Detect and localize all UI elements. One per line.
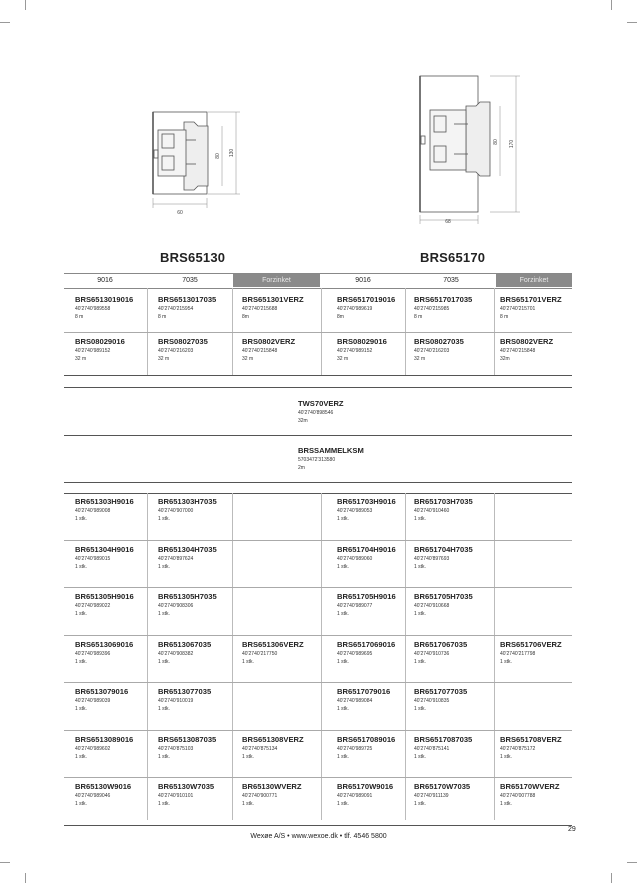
table-cell (158, 782, 240, 808)
table-cell (337, 640, 419, 666)
column-header: 7035 (443, 277, 459, 284)
part-number: BRS6517017035 (414, 295, 473, 304)
part-number: BR6517077035 (414, 687, 468, 696)
quantity: 1 stk. (158, 563, 170, 570)
ean-code: 40'2740'989695 (337, 650, 373, 657)
part-number: BRS651706VERZ (500, 639, 562, 649)
part-number: BRSSAMMELKSM (298, 446, 364, 455)
quantity: 8 m (75, 314, 84, 320)
divider (64, 482, 572, 483)
table-cell (75, 640, 157, 666)
divider (64, 493, 572, 494)
table-cell (414, 640, 496, 666)
footer-company: Wexøe A/S • www.wexoe.dk • tlf. 4546 5800 (250, 833, 387, 840)
part-number: BR65130W7035 (158, 782, 215, 791)
ean-code: 40'2740'910835 (414, 698, 450, 704)
ean-code: 40'2740'910101 (158, 793, 194, 799)
table-cell (500, 337, 582, 363)
quantity: 1 stk. (337, 611, 349, 617)
ean-code: 40'2740'989725 (337, 745, 373, 752)
ean-code: 5703472'313580 (298, 457, 336, 463)
quantity: 32 m (414, 356, 426, 362)
quantity: 1 stk. (337, 658, 349, 665)
part-number: BRS651701VERZ (500, 295, 562, 304)
quantity: 1 stk. (414, 611, 426, 617)
table-cell (75, 592, 157, 618)
quantity: 1 stk. (337, 753, 349, 760)
crop-mark (627, 862, 637, 863)
table-cell (337, 545, 419, 571)
ean-code: 40'2740'216203 (414, 348, 450, 354)
part-number: BR65130WVERZ (242, 782, 302, 791)
drawing-brs65130 (140, 100, 260, 225)
part-number: BR65170W7035 (414, 782, 471, 791)
accessory-tws70verz (298, 399, 380, 425)
part-number: BR6513067035 (158, 639, 212, 649)
divider (64, 273, 572, 274)
divider (64, 288, 572, 289)
ean-code: 40'2740'215848 (242, 348, 278, 354)
table-cell (158, 735, 240, 761)
table-cell (75, 687, 157, 713)
ean-code: 40'2740'989558 (75, 306, 111, 312)
part-number: BRS08027035 (158, 337, 208, 346)
divider (64, 435, 572, 436)
ean-code: 40'2740'989053 (337, 508, 373, 514)
table-cell (242, 295, 324, 321)
crop-mark (0, 862, 10, 863)
table-cell (337, 782, 419, 808)
quantity: 8 m (414, 314, 423, 320)
part-number: BR651303H7035 (158, 497, 217, 506)
drawing-brs65170 (408, 66, 528, 226)
quantity: 1 stk. (158, 611, 170, 617)
ean-code: 40'2740'875134 (242, 745, 278, 752)
part-number: BRS0802VERZ (500, 337, 554, 346)
part-number: BR6517067035 (414, 639, 468, 649)
table-cell (414, 295, 496, 321)
quantity: 32 m (242, 356, 254, 362)
divider (64, 387, 572, 388)
table-cell (75, 545, 157, 571)
ean-code: 40'2740'900771 (242, 793, 278, 799)
table-cell (337, 592, 419, 618)
crop-mark (611, 0, 612, 10)
part-number: BR651704H9016 (337, 544, 396, 554)
ean-code: 40'2740'910668 (414, 603, 450, 609)
quantity: 1 stk. (158, 516, 170, 522)
divider (64, 777, 572, 778)
part-number: BR65170WVERZ (500, 782, 560, 791)
part-number: BR651703H9016 (337, 497, 396, 506)
table-cell (158, 640, 240, 666)
product-title-left: BRS65130 (160, 250, 226, 265)
table-cell (414, 782, 496, 808)
drawing-left-height-label: 130 (229, 148, 235, 158)
ean-code: 40'2740'989602 (75, 745, 111, 752)
ean-code: 40'2740'215701 (500, 306, 536, 312)
table-cell (414, 545, 496, 571)
part-number: BR651303H9016 (75, 497, 134, 506)
quantity: 32m (298, 418, 308, 424)
column-header: 7035 (182, 277, 198, 284)
table-cell (337, 687, 419, 713)
column-header: Forzinket (496, 274, 572, 287)
table-cell (75, 782, 157, 808)
ean-code: 40'2740'215848 (500, 348, 536, 354)
page-number: 29 (568, 826, 576, 833)
part-number: BR651705H7035 (414, 592, 473, 601)
table-cell (158, 337, 240, 363)
table-cell (337, 735, 419, 761)
quantity: 1 stk. (242, 658, 254, 665)
ean-code: 40'2740'217798 (500, 650, 536, 657)
column-header: 9016 (97, 277, 113, 284)
crop-mark (25, 0, 26, 10)
table-cell (75, 735, 157, 761)
drawing-right-inner-label: 80 (493, 139, 499, 145)
quantity: 1 stk. (337, 706, 349, 712)
drawing-right-height-label: 170 (509, 139, 515, 149)
part-number: BRS08029016 (75, 337, 125, 346)
ean-code: 40'2740'989022 (75, 603, 111, 609)
ean-code: 40'2740'989152 (75, 348, 111, 354)
part-number: BR651704H7035 (414, 544, 473, 554)
quantity: 1 stk. (75, 611, 87, 617)
product-title-right: BRS65170 (420, 250, 486, 265)
quantity: 1 stk. (75, 753, 87, 760)
ean-code: 40'2740'989091 (337, 793, 373, 799)
table-cell (75, 295, 157, 321)
table-cell (414, 735, 496, 761)
quantity: 1 stk. (414, 563, 426, 570)
part-number: TWS70VERZ (298, 399, 344, 408)
ean-code: 40'2740'989077 (337, 603, 373, 609)
ean-code: 40'2740'989015 (75, 555, 111, 562)
table-cell (414, 497, 496, 523)
quantity: 1 stk. (337, 801, 349, 807)
ean-code: 40'2740'215985 (414, 306, 450, 312)
quantity: 1 stk. (242, 801, 254, 807)
quantity: 2m (298, 465, 305, 471)
divider (64, 375, 572, 376)
part-number: BRS0802VERZ (242, 337, 296, 346)
quantity: 1 stk. (242, 753, 254, 760)
crop-mark (627, 22, 637, 23)
part-number: BRS6513069016 (75, 639, 134, 649)
quantity: 1 stk. (75, 658, 87, 665)
table-cell (158, 497, 240, 523)
table-cell (500, 782, 582, 808)
divider (64, 682, 572, 683)
table-cell (500, 735, 582, 761)
table-cell (337, 295, 419, 321)
part-number: BRS6517019016 (337, 295, 396, 304)
quantity: 1 stk. (500, 801, 512, 807)
column-header: 9016 (355, 277, 371, 284)
quantity: 1 stk. (414, 706, 426, 712)
ean-code: 40'2740'215954 (158, 306, 194, 312)
part-number: BRS6517087035 (414, 734, 473, 744)
quantity: 32 m (337, 356, 349, 362)
part-number: BRS651301VERZ (242, 295, 304, 304)
ean-code: 40'2740'910019 (158, 698, 194, 704)
part-number: BR6513077035 (158, 687, 212, 696)
crop-mark (0, 22, 10, 23)
drawing-left-width-label: 60 (177, 210, 183, 216)
quantity: 1 stk. (158, 658, 170, 665)
ean-code: 40'2740'907000 (158, 508, 194, 514)
quantity: 32 m (158, 356, 170, 362)
ean-code: 40'2740'875103 (158, 745, 194, 752)
part-number: BRS6513017035 (158, 295, 217, 304)
quantity: 1 stk. (75, 563, 87, 570)
quantity: 8m (337, 314, 344, 320)
part-number: BR651304H9016 (75, 544, 134, 554)
ean-code: 40'2740'989008 (75, 508, 111, 514)
ean-code: 40'2740'875141 (414, 745, 450, 752)
part-number: BRS6513087035 (158, 734, 217, 744)
divider (64, 587, 572, 588)
table-cell (500, 640, 582, 666)
table-cell (414, 337, 496, 363)
quantity: 1 stk. (75, 706, 87, 712)
quantity: 1 stk. (414, 753, 426, 760)
ean-code: 40'2740'910736 (414, 650, 450, 657)
quantity: 1 stk. (414, 516, 426, 522)
ean-code: 40'2740'908306 (158, 603, 194, 609)
part-number: BRS6513089016 (75, 734, 134, 744)
table-cell (414, 592, 496, 618)
ean-code: 40'2740'989152 (337, 348, 373, 354)
part-number: BR65130W9016 (75, 782, 132, 791)
ean-code: 40'2740'215688 (242, 306, 278, 312)
ean-code: 40'2740'897693 (414, 555, 450, 562)
ean-code: 40'2740'216203 (158, 348, 194, 354)
ean-code: 40'2740'989039 (75, 698, 111, 704)
accessory-brssammelksm (298, 446, 380, 472)
table-cell (75, 337, 157, 363)
quantity: 1 stk. (337, 563, 349, 570)
table-cell (337, 337, 419, 363)
part-number: BR651703H7035 (414, 497, 473, 506)
part-number: BRS6517069016 (337, 639, 396, 649)
divider (64, 540, 572, 541)
part-number: BR6517079016 (337, 687, 391, 696)
divider (64, 332, 572, 333)
table-cell (242, 640, 324, 666)
part-number: BR651705H9016 (337, 592, 396, 601)
crop-mark (25, 873, 26, 883)
table-cell (75, 497, 157, 523)
quantity: 1 stk. (337, 516, 349, 522)
drawing-left-inner-label: 80 (215, 153, 221, 159)
ean-code: 40'2740'217750 (242, 650, 278, 657)
ean-code: 40'2740'989060 (337, 555, 373, 562)
quantity: 1 stk. (414, 658, 426, 665)
ean-code: 40'2740'910460 (414, 508, 450, 514)
ean-code: 40'2740'989396 (75, 650, 111, 657)
ean-code: 40'2740'989084 (337, 698, 373, 704)
part-number: BRS08027035 (414, 337, 464, 346)
part-number: BR6513079016 (75, 687, 129, 696)
quantity: 1 stk. (500, 658, 512, 665)
crop-mark (611, 873, 612, 883)
table-cell (500, 295, 582, 321)
ean-code: 40'2740'989046 (75, 793, 111, 799)
part-number: BRS08029016 (337, 337, 387, 346)
table-cell (158, 592, 240, 618)
quantity: 1 stk. (75, 516, 87, 522)
quantity: 1 stk. (158, 801, 170, 807)
table-cell (158, 687, 240, 713)
part-number: BRS6513019016 (75, 295, 134, 304)
table-cell (158, 545, 240, 571)
quantity: 1 stk. (414, 801, 426, 807)
divider (64, 635, 572, 636)
part-number: BR651304H7035 (158, 544, 217, 554)
part-number: BRS6517089016 (337, 734, 396, 744)
ean-code: 40'2740'875172 (500, 745, 536, 752)
part-number: BR65170W9016 (337, 782, 394, 791)
quantity: 32 m (75, 356, 87, 362)
quantity: 1 stk. (158, 706, 170, 712)
part-number: BR651305H9016 (75, 592, 134, 601)
quantity: 8m (242, 314, 249, 320)
ean-code: 40'2740'897624 (158, 555, 194, 562)
table-cell (337, 497, 419, 523)
ean-code: 40'2740'007788 (500, 793, 536, 799)
table-cell (242, 735, 324, 761)
quantity: 8 m (158, 314, 167, 320)
part-number: BRS651708VERZ (500, 734, 562, 744)
part-number: BR651305H7035 (158, 592, 217, 601)
quantity: 1 stk. (500, 753, 512, 760)
quantity: 1 stk. (75, 801, 87, 807)
ean-code: 40'2740'989619 (337, 306, 373, 312)
drawing-right-width-label: 68 (445, 219, 451, 225)
ean-code: 40'2740'898546 (298, 410, 334, 416)
part-number: BRS651308VERZ (242, 734, 304, 744)
divider (64, 825, 572, 826)
table-cell (414, 687, 496, 713)
table-cell (242, 782, 324, 808)
ean-code: 40'2740'911139 (414, 793, 449, 799)
quantity: 32m (500, 356, 510, 362)
divider (64, 730, 572, 731)
table-cell (242, 337, 324, 363)
quantity: 8 m (500, 314, 509, 320)
table-cell (158, 295, 240, 321)
column-header: Forzinket (233, 274, 320, 287)
part-number: BRS651306VERZ (242, 639, 304, 649)
ean-code: 40'2740'908382 (158, 650, 194, 657)
quantity: 1 stk. (158, 753, 170, 760)
